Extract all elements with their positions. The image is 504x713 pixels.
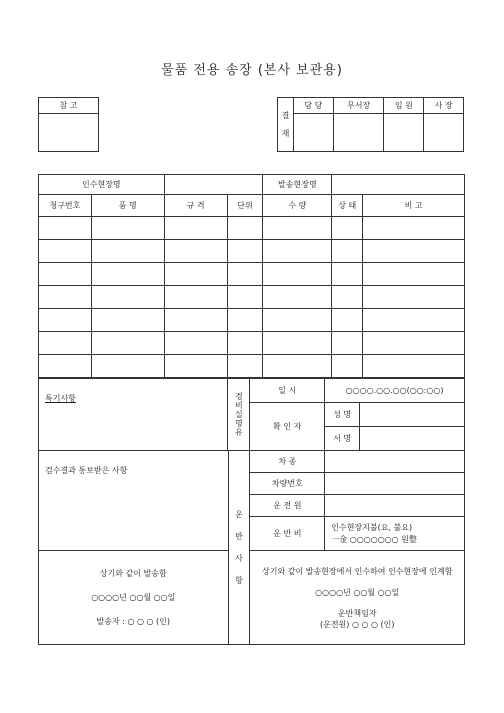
receiver-block	[250, 551, 465, 645]
item-cell[interactable]	[363, 240, 465, 263]
freight-value	[325, 517, 465, 551]
reference-area[interactable]	[39, 114, 99, 152]
sending-site-field[interactable]	[332, 175, 465, 195]
vehicle-type-field[interactable]	[325, 451, 465, 473]
item-cell[interactable]	[363, 217, 465, 240]
col-claim-no: 청구번호	[39, 195, 92, 217]
freight-label: 운 반 비	[250, 517, 325, 551]
item-cell[interactable]	[91, 309, 164, 332]
item-cell[interactable]	[227, 332, 263, 355]
datetime-label: 일 시	[250, 379, 325, 403]
transport-section	[38, 450, 465, 645]
receiving-site-label: 인수현장명	[39, 175, 165, 195]
item-row	[39, 263, 465, 286]
vehicle-no-label: 차량번호	[250, 473, 325, 495]
item-cell[interactable]	[263, 286, 332, 309]
item-cell[interactable]	[332, 355, 363, 378]
item-cell[interactable]	[363, 332, 465, 355]
notes-cell[interactable]	[39, 379, 228, 451]
reference-label: 참 고	[39, 98, 99, 114]
col-qty: 수 량	[263, 195, 332, 217]
notes-label: 특기사항	[45, 394, 76, 403]
driver-label: 운 전 원	[250, 495, 325, 517]
receiving-site-field[interactable]	[164, 175, 263, 195]
sender-date: ○○○○년 ○○월 ○○일	[91, 592, 176, 602]
confirmer-sign-field[interactable]	[360, 427, 465, 451]
item-cell[interactable]	[164, 332, 227, 355]
item-cell[interactable]	[227, 355, 263, 378]
sender-block	[39, 551, 229, 645]
col-remarks: 비 고	[363, 195, 465, 217]
item-cell[interactable]	[363, 286, 465, 309]
item-cell[interactable]	[39, 332, 92, 355]
confirmer-name-field[interactable]	[360, 403, 465, 427]
confirmer-name-label: 성 명	[325, 403, 360, 427]
driver-field[interactable]	[325, 495, 465, 517]
driver-signature: (운전원) ○ ○ ○ (인)	[319, 619, 395, 629]
item-row	[39, 217, 465, 240]
transport-manager: 운반책임자	[337, 608, 377, 618]
approval-sign-4[interactable]	[424, 114, 464, 152]
vehicle-type-label: 차 종	[250, 451, 325, 473]
approval-role-3: 임 원	[384, 98, 424, 114]
item-cell[interactable]	[263, 309, 332, 332]
item-cell[interactable]	[91, 332, 164, 355]
confirmer-sign-label: 서 명	[325, 427, 360, 451]
item-cell[interactable]	[227, 309, 263, 332]
item-cell[interactable]	[363, 263, 465, 286]
item-cell[interactable]	[91, 217, 164, 240]
item-cell[interactable]	[263, 355, 332, 378]
item-cell[interactable]	[227, 217, 263, 240]
col-item-name: 품 명	[91, 195, 164, 217]
approval-role-4: 사 장	[424, 98, 464, 114]
item-cell[interactable]	[91, 286, 164, 309]
transport-label: 운 반 사 항	[228, 451, 250, 645]
col-unit: 단위	[227, 195, 263, 217]
approval-role-1: 담 당	[294, 98, 334, 114]
item-cell[interactable]	[263, 263, 332, 286]
reference-box	[38, 97, 99, 152]
receiver-statement: 상기와 같이 발송현장에서 인수하여 인수현장에 인계함	[261, 566, 453, 576]
inspection-cell[interactable]	[39, 451, 229, 551]
item-cell[interactable]	[332, 263, 363, 286]
item-row	[39, 240, 465, 263]
item-row	[39, 332, 465, 355]
item-cell[interactable]	[263, 217, 332, 240]
item-cell[interactable]	[39, 355, 92, 378]
item-cell[interactable]	[39, 217, 92, 240]
sender-statement: 상기와 같이 발송함	[99, 568, 167, 578]
item-row	[39, 309, 465, 332]
item-cell[interactable]	[164, 309, 227, 332]
sending-site-label: 발송현장명	[263, 175, 332, 195]
approval-sign-3[interactable]	[384, 114, 424, 152]
item-cell[interactable]	[263, 240, 332, 263]
item-cell[interactable]	[227, 240, 263, 263]
receiver-date: ○○○○년 ○○월 ○○일	[315, 587, 400, 597]
item-cell[interactable]	[332, 286, 363, 309]
item-cell[interactable]	[164, 263, 227, 286]
item-cell[interactable]	[39, 309, 92, 332]
item-cell[interactable]	[164, 217, 227, 240]
freight-amount: 一金 ○○○○○○○ 원整	[331, 534, 417, 544]
confirmer-label: 확 인 자	[250, 403, 325, 451]
item-cell[interactable]	[332, 309, 363, 332]
expense-label: 경비실명유	[228, 379, 250, 451]
inspection-label: 검수결과 통보받은 사항	[45, 466, 128, 475]
item-cell[interactable]	[363, 355, 465, 378]
item-cell[interactable]	[332, 240, 363, 263]
item-cell[interactable]	[227, 286, 263, 309]
datetime-value: ○○○○.○○.○○(○○:○○)	[325, 379, 465, 403]
item-cell[interactable]	[164, 286, 227, 309]
item-cell[interactable]	[39, 286, 92, 309]
col-spec: 규 격	[164, 195, 227, 217]
col-status: 상 태	[332, 195, 363, 217]
item-cell[interactable]	[164, 240, 227, 263]
item-cell[interactable]	[263, 332, 332, 355]
approval-sign-1[interactable]	[294, 114, 334, 152]
item-cell[interactable]	[164, 355, 227, 378]
lower-section	[38, 378, 465, 451]
vehicle-no-field[interactable]	[325, 473, 465, 495]
item-cell[interactable]	[91, 240, 164, 263]
item-row	[39, 355, 465, 378]
approval-sign-2[interactable]	[333, 114, 384, 152]
approval-role-2: 무서장	[333, 98, 384, 114]
approval-label: 결 재	[278, 98, 294, 152]
item-cell[interactable]	[332, 217, 363, 240]
page-title: 물품 전용 송장 (본사 보관용)	[161, 63, 343, 78]
freight-payment: 인수현장지불(요, 불요)	[331, 522, 413, 532]
item-cell[interactable]	[227, 263, 263, 286]
approval-box	[277, 97, 464, 152]
item-cell[interactable]	[91, 355, 164, 378]
item-cell[interactable]	[39, 240, 92, 263]
item-row	[39, 286, 465, 309]
item-cell[interactable]	[39, 263, 92, 286]
item-cell[interactable]	[363, 309, 465, 332]
item-cell[interactable]	[91, 263, 164, 286]
main-form	[38, 174, 465, 378]
sender-name: 발송자 : ○ ○ ○ (인)	[96, 616, 170, 626]
item-cell[interactable]	[332, 332, 363, 355]
